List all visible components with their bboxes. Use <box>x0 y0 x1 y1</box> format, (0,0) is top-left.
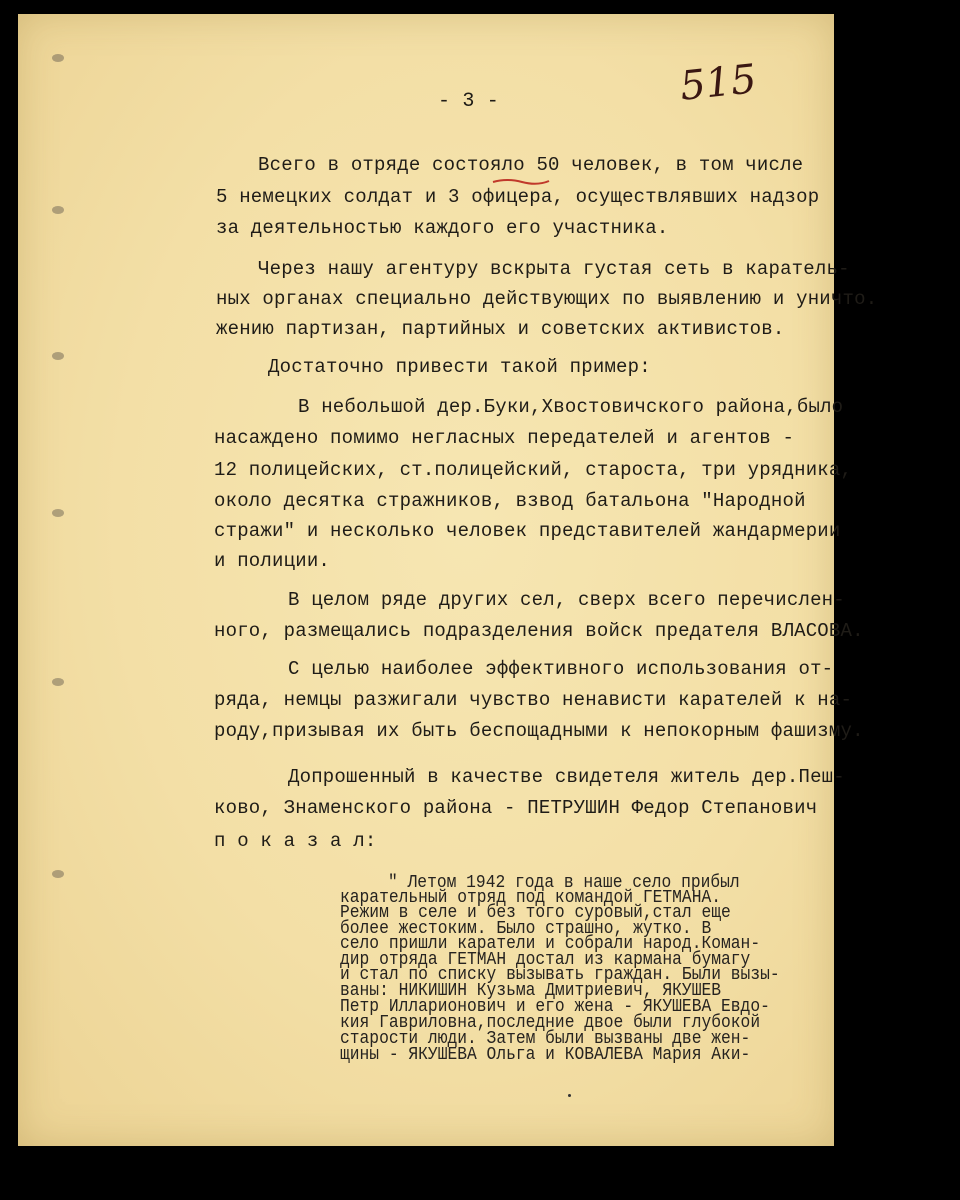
page-number: - 3 - <box>438 90 500 113</box>
body-line: ряда, немцы разжигали чувство ненависти карателей к на- <box>214 689 853 711</box>
body-line: и полиции. <box>214 550 331 572</box>
body-line: около десятка стражников, взвод батальона "Народной <box>214 490 806 512</box>
body-line: Допрошенный в качестве свидетеля житель дер.Пеш- <box>288 766 845 788</box>
body-line: Достаточно привести такой пример: <box>268 356 651 378</box>
body-line: ково, Знаменского района - ПЕТРУШИН Федор Степанович <box>214 797 818 819</box>
quote-line: и стал по списку вызывать граждан. Были вызы- <box>340 964 780 985</box>
quote-line: село пришли каратели и собрали народ.Коман- <box>340 933 761 954</box>
body-line: ного, размещались подразделения войск предателя ВЛАСОВА. <box>214 620 864 642</box>
quote-line: ваны: НИКИШИН Кузьма Дмитриевич, ЯКУШЕВ <box>340 980 722 1001</box>
body-line: стражи" и несколько человек представителей жандармерии <box>214 520 841 542</box>
body-line: С целью наиболее эффективного использования от- <box>288 658 834 680</box>
archive-number: 515 <box>677 56 759 110</box>
quote-line: " Летом 1942 года в наше село прибыл <box>388 872 740 893</box>
punch-hole <box>52 54 64 62</box>
body-line: Всего в отряде состояло 50 человек, в том числе <box>258 154 804 176</box>
body-line: Через нашу агентуру вскрыта густая сеть в каратель- <box>258 258 850 280</box>
ink-dot <box>568 1094 571 1097</box>
body-line: за деятельностью каждого его участника. <box>216 217 669 239</box>
punch-hole <box>52 870 64 878</box>
quote-line: Режим в селе и без того суровый,стал еще <box>340 902 731 923</box>
quote-line: дир отряда ГЕТМАН достал из кармана бумагу <box>340 949 751 970</box>
quote-line: старости люди. Затем были вызваны две жен- <box>340 1028 751 1049</box>
body-line: насаждено помимо негласных передателей и агентов - <box>214 427 795 449</box>
red-underline-mark <box>492 176 550 186</box>
body-line: жению партизан, партийных и советских активистов. <box>216 318 785 340</box>
quote-line: Петр Илларионович и его жена - ЯКУШЕВА Евдо- <box>340 996 770 1017</box>
punch-hole <box>52 678 64 686</box>
body-line: 5 немецких солдат и 3 офицера, осуществлявших надзор <box>216 186 820 208</box>
punch-hole <box>52 509 64 517</box>
body-line: 12 полицейских, ст.полицейский, староста, три урядника, <box>214 459 853 481</box>
punch-hole <box>52 206 64 214</box>
body-line: роду,призывая их быть беспощадными к непокорным фашизму. <box>214 720 864 742</box>
quote-line: щины - ЯКУШЕВА Ольга и КОВАЛЕВА Мария Аки- <box>340 1044 751 1065</box>
quote-line: более жестоким. Было страшно, жутко. В <box>340 918 712 939</box>
body-line: п о к а з а л: <box>214 830 377 852</box>
quote-line: карательный отряд под командой ГЕТМАНА. <box>340 887 722 908</box>
quote-line: кия Гавриловна,последние двое были глубокой <box>340 1012 761 1033</box>
body-line: В небольшой дер.Буки,Хвостовичского района,было <box>298 396 844 418</box>
body-line: ных органах специально действующих по выявлению и уничто. <box>216 288 878 310</box>
body-line: В целом ряде других сел, сверх всего перечислен- <box>288 589 845 611</box>
punch-hole <box>52 352 64 360</box>
